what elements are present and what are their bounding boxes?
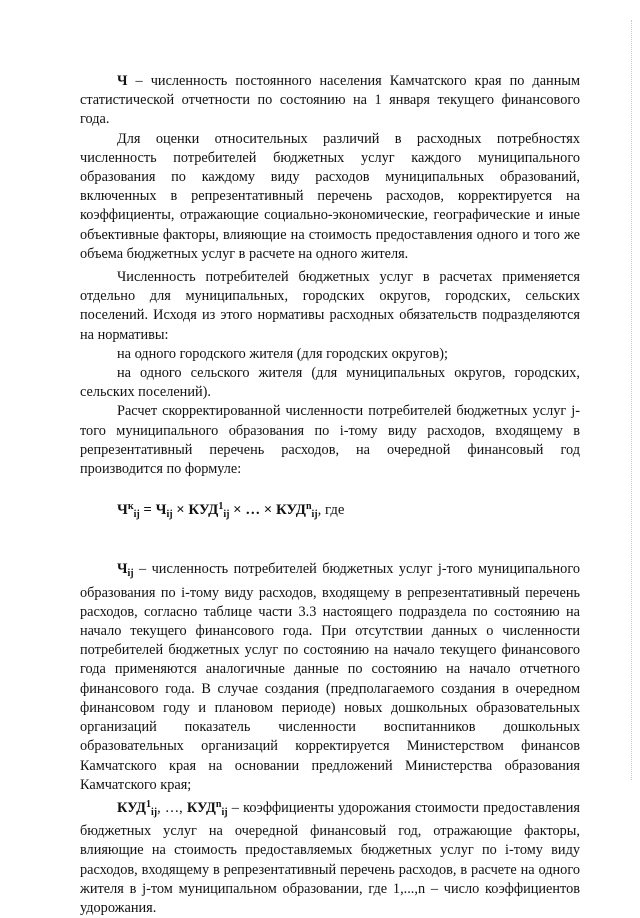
paragraph-relative-differences: Для оценки относительных различий в расходных потребностях численность потребителей бюджетных услуг каждого муниципального образования по каждому виду расходов муниципальных образований, включенных в репрезентативный перечень расходов, корректируется на коэффициенты, отражающие социально-экономические, географические и иные объективные факторы, влияющие на стоимость предоставления одного и того же объема бюджетных услуг в расчете на одного жителя. <box>80 130 580 262</box>
definition-kud: $КУД^1_{ij}$, …, $КУД^n_{ij}$ – коэффициенты удорожания стоимости предоставления бюджетных услуг на очередной финансовый год, отражающие факторы, влияющие на стоимость предоставляемых бюджетных услуг по i-тому виду расходов, входящему в репрезентативный перечень расходов, в расчете на одного жителя в j-том муниципальном образовании, где 1,...,n – число коэффициентов удорожания. <box>80 798 580 916</box>
population-definition-text: – численность постоянного населения Камчатского края по данным статистической отчетности по состоянию на 1 января текущего финансового года. <box>80 73 580 128</box>
paragraph-consumer-count: Численность потребителей бюджетных услуг в расчетах применяется отдельно для муниципальных, городских округов, городских, сельских поселений. Исходя из этого нормативы расходных обязательств подразделяются на нормативы: <box>80 269 580 343</box>
document-page <box>80 72 580 918</box>
formula-corrected-count: $Ч^к_{ij} = Ч_{ij} \times КУД^1_{ij}$ × … × $КУД^n_{ij}$, где <box>117 501 345 521</box>
paragraph-formula-intro: Расчет скорректированной численности потребителей бюджетных услуг j-того муниципального образования по i-тому виду расходов, входящему в репрезентативный перечень расходов, на очередной финансовый год производится по формуле: <box>80 403 580 478</box>
paragraph-population-definition <box>80 72 580 130</box>
symbol-ch: Ч <box>117 73 128 89</box>
scan-edge-line <box>631 20 633 780</box>
definition-ch-ij: $Ч_{ij}$ – численность потребителей бюджетных услуг j-того муниципального образования по i-тому виду расходов, входящему в репрезентативный перечень расходов, согласно таблице части 3.3 настоящего подраздела по состоянию на начало текущего финансового года. При отсутствии данных о численности потребителей бюджетных услуг по состоянию на начало текущего финансового года применяются аналогичные данные по состоянию на начало отчетного финансового года. В случае создания (предполагаемого создания в очередном финансовом году и плановом периоде) новых дошкольных образовательных организаций показатель численности воспитанников дошкольных образовательных организаций корректируется Министерством финансов Камчатского края на основании предложений Министерства образования Камчатского края; <box>80 561 580 793</box>
paragraph-urban-norm: на одного городского жителя (для городских округов); <box>117 345 448 362</box>
paragraph-rural-norm: на одного сельского жителя (для муниципальных округов, городских, сельских поселений). <box>80 365 580 401</box>
